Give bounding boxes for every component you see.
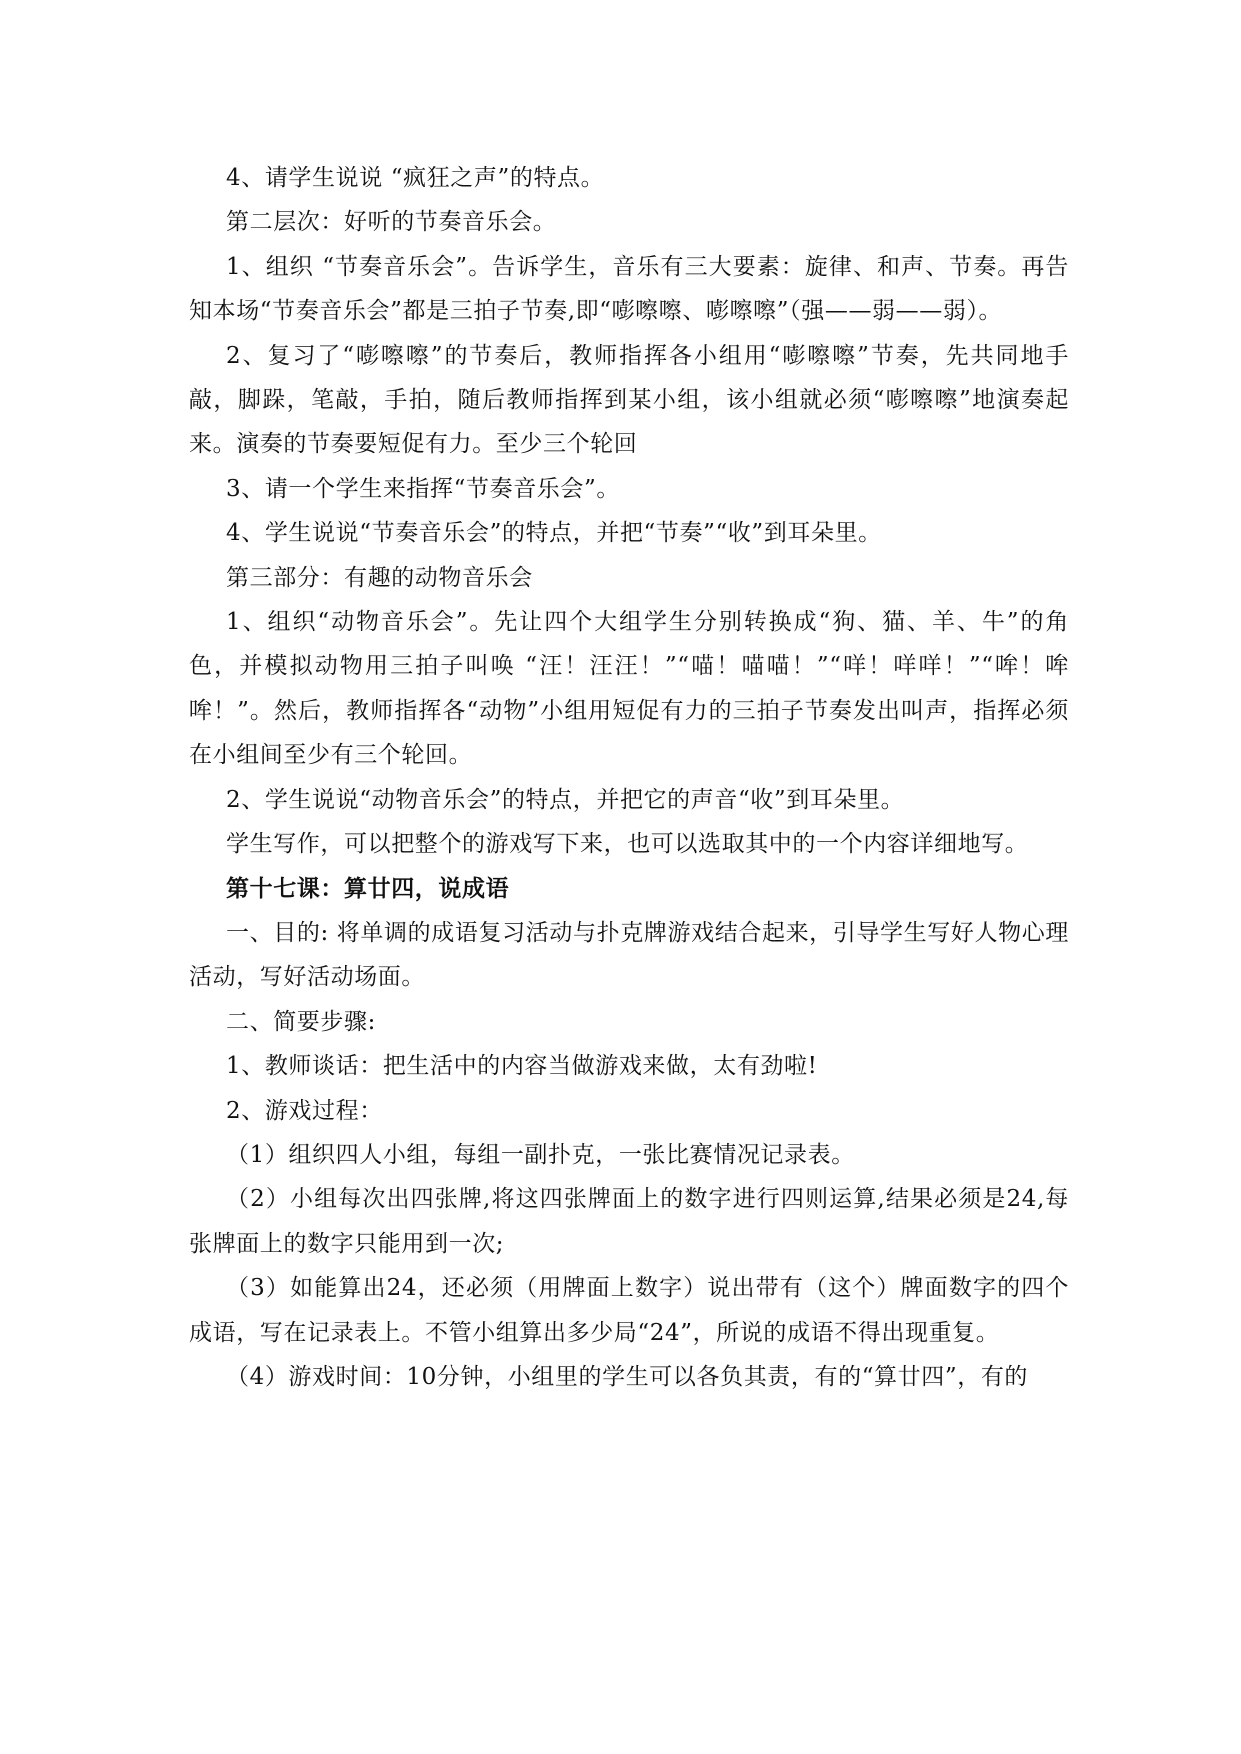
paragraph: 1、组织 “节奏音乐会”。告诉学生，音乐有三大要素：旋律、和声、节奏。再告知本场“节奏音乐会”都是三拍子节奏,即“嘭嚓嚓、嘭嚓嚓”（强——弱——弱）。: [189, 253, 1069, 325]
paragraph: 4、学生说说“节奏音乐会”的特点，并把“节奏”“收”到耳朵里。: [226, 520, 882, 547]
paragraph: 2、学生说说“动物音乐会”的特点，并把它的声音“收”到耳朵里。: [226, 786, 905, 813]
paragraph: 1、组织“动物音乐会”。先让四个大组学生分别转换成“狗、猫、羊、牛”的角色，并模拟动物用三拍子叫唤 “汪！汪汪！”“喵！喵喵！”“咩！咩咩！”“哞！哞哞！”。然后，教师指挥各“动物”小组用短促有力的三拍子节奏发出叫声，指挥必须在小组间至少有三个轮回。: [189, 609, 1069, 769]
paragraph: 4、请学生说说 “疯狂之声”的特点。: [226, 165, 605, 191]
document-page: [189, 156, 1069, 1399]
paragraph: 二、简要步骤:: [226, 1008, 376, 1035]
paragraph: 第二层次：好听的节奏音乐会。: [226, 209, 557, 236]
paragraph: （3）如能算出24，还必须（用牌面上数字）说出带有（这个）牌面数字的四个成语，写在记录表上。不管小组算出多少局“24”，所说的成语不得出现重复。: [189, 1275, 1069, 1346]
paragraph: 2、游戏过程：: [226, 1097, 383, 1124]
lesson-heading: 第十七课：算廿四，说成语: [226, 875, 510, 902]
paragraph: 第三部分：有趣的动物音乐会: [226, 564, 533, 591]
paragraph: （1）组织四人小组，每组一副扑克，一张比赛情况记录表。: [226, 1141, 855, 1168]
paragraph: （4）游戏时间：10分钟，小组里的学生可以各负其责，有的“算廿四”，有的: [226, 1363, 1029, 1390]
paragraph: 1、教师谈话：把生活中的内容当做游戏来做，太有劲啦!: [226, 1053, 818, 1080]
paragraph: （2）小组每次出四张牌,将这四张牌面上的数字进行四则运算,结果必须是24,每张牌面上的数字只能用到一次;: [189, 1186, 1069, 1257]
paragraph: 2、复习了“嘭嚓嚓”的节奏后，教师指挥各小组用“嘭嚓嚓”节奏，先共同地手敲，脚跺，笔敲，手拍，随后教师指挥到某小组，该小组就必须“嘭嚓嚓”地演奏起来。演奏的节奏要短促有力。至少三个轮回: [189, 342, 1069, 458]
paragraph: 一、目的: 将单调的成语复习活动与扑克牌游戏结合起来，引导学生写好人物心理活动，写好活动场面。: [189, 919, 1069, 991]
paragraph: 学生写作，可以把整个的游戏写下来，也可以选取其中的一个内容详细地写。: [226, 831, 1029, 858]
paragraph: 3、请一个学生来指挥“节奏音乐会”。: [226, 475, 620, 502]
